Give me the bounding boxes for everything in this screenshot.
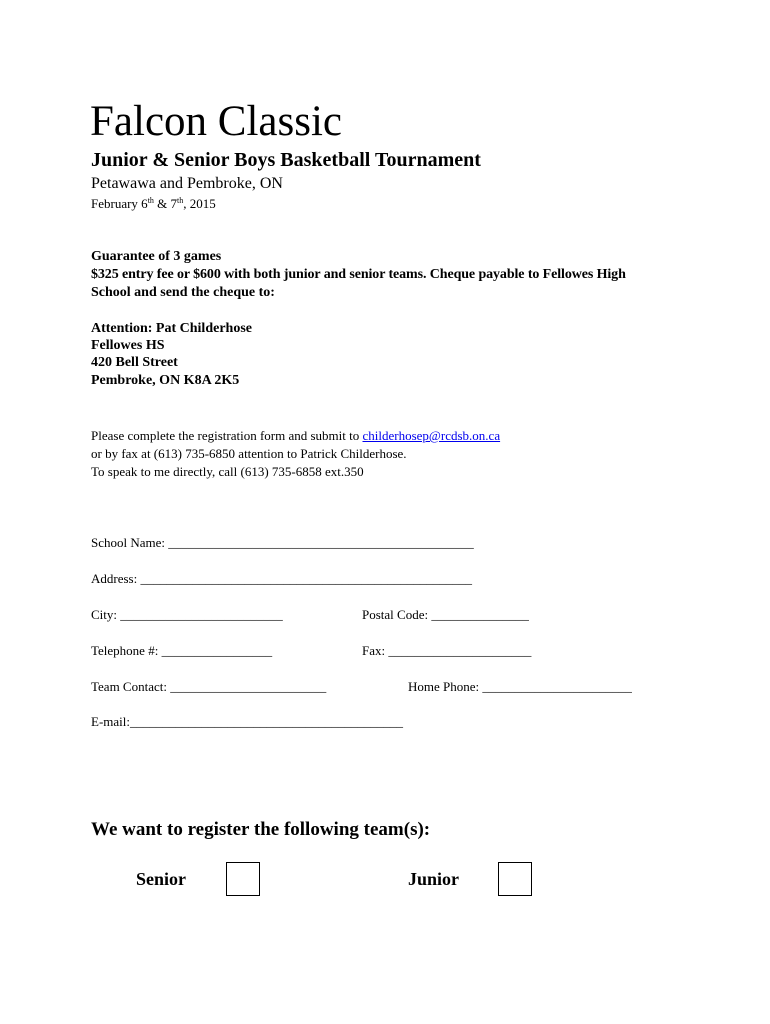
junior-label: Junior <box>408 869 460 889</box>
tournament-location: Petawawa and Pembroke, ON <box>91 175 283 192</box>
postal-code-field[interactable]: Postal Code: _______________ <box>362 607 529 622</box>
city-field[interactable]: City: _________________________ <box>91 607 283 622</box>
school-name-field[interactable]: School Name: _______________________________________________ <box>91 535 474 550</box>
submit-line-1-text: Please complete the registration form and submit to <box>91 428 363 443</box>
telephone-field[interactable]: Telephone #: _________________ <box>91 643 273 658</box>
address-school: Fellowes HS <box>91 338 165 353</box>
senior-checkbox[interactable] <box>226 862 260 896</box>
senior-label: Senior <box>136 869 187 889</box>
fax-field[interactable]: Fax: ______________________ <box>362 643 532 658</box>
address-city: Pembroke, ON K8A 2K5 <box>91 373 240 388</box>
guarantee-text: Guarantee of 3 games <box>91 249 222 264</box>
home-phone-field[interactable]: Home Phone: _______________________ <box>408 679 632 694</box>
tournament-subtitle: Junior & Senior Boys Basketball Tournament <box>91 149 481 171</box>
tournament-dates <box>91 195 216 213</box>
register-heading: We want to register the following team(s): <box>91 819 431 840</box>
email-link[interactable]: childerhosep@rcdsb.on.ca <box>362 428 501 443</box>
attention-line: Attention: Pat Childerhose <box>91 321 252 336</box>
date-sup-1: th <box>147 196 154 205</box>
fee-line-2: School and send the cheque to: <box>91 285 275 300</box>
submit-line-2: or by fax at (613) 735-6850 attention to Patrick Childerhose. <box>91 446 407 461</box>
date-sup-2: th <box>177 196 184 205</box>
date-suffix: , 2015 <box>183 196 216 211</box>
fee-line-1: $325 entry fee or $600 with both junior and senior teams. Cheque payable to Fellowes High <box>91 267 626 282</box>
page-title: Falcon Classic <box>90 98 342 145</box>
date-mid: & 7 <box>153 196 178 211</box>
team-contact-field[interactable]: Team Contact: ________________________ <box>91 679 327 694</box>
email-field[interactable]: E-mail:__________________________________________ <box>91 714 403 729</box>
address-field[interactable]: Address: ___________________________________________________ <box>91 571 472 586</box>
submit-line-3: To speak to me directly, call (613) 735-6858 ext.350 <box>91 464 364 479</box>
junior-checkbox[interactable] <box>498 862 532 896</box>
submit-line-1 <box>91 427 500 445</box>
date-prefix: February 6 <box>91 196 148 211</box>
address-street: 420 Bell Street <box>91 355 178 370</box>
